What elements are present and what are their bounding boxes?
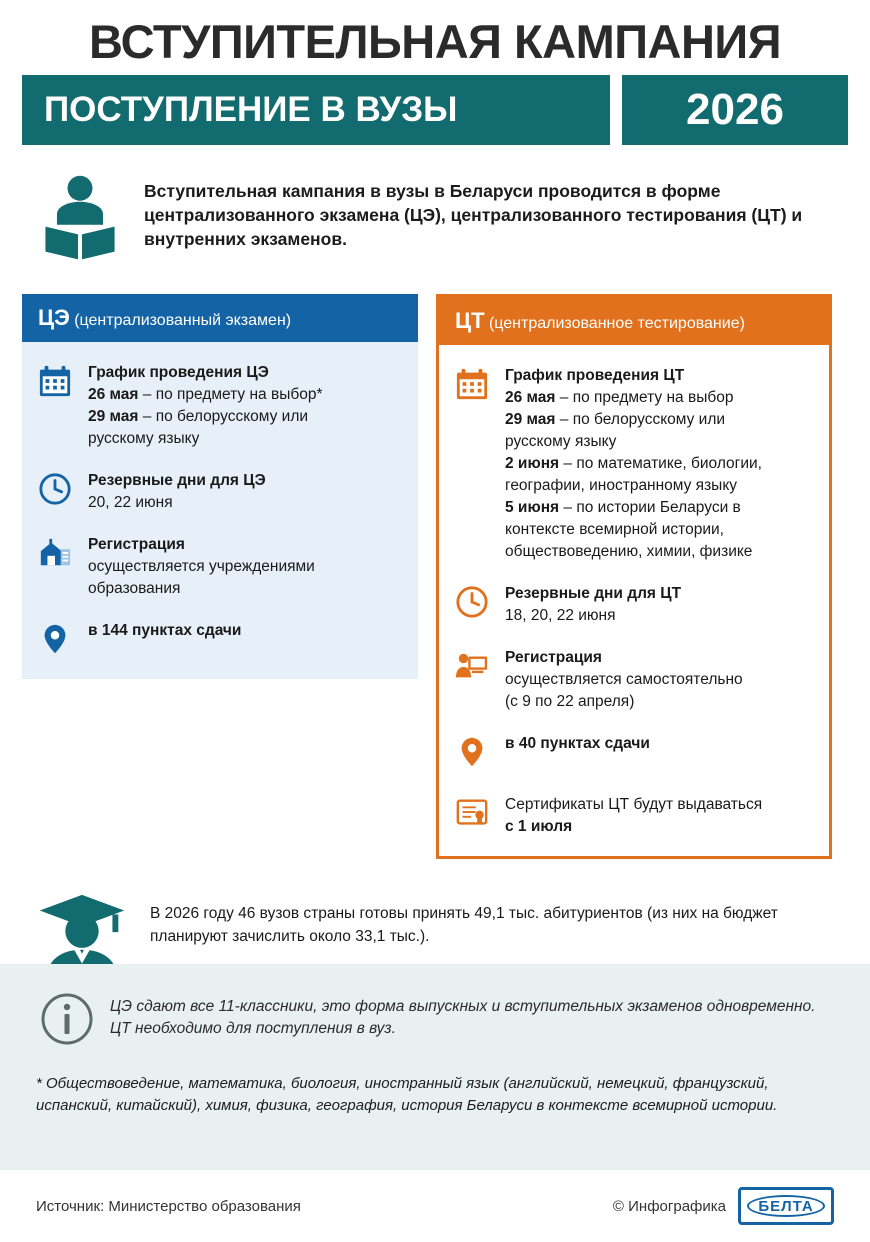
subtitle-banner: ПОСТУПЛЕНИЕ В ВУЗЫ: [22, 75, 610, 145]
note-text: ЦЭ сдают все 11-классники, это форма выпускных и вступительных экзаменов одновременно. ЦТ необходимо для поступления в вуз.: [110, 998, 816, 1038]
note-block: [0, 964, 870, 1051]
item-line: русскому языку: [88, 430, 200, 448]
list-item-text: [88, 470, 266, 514]
registration-icon: [455, 647, 491, 688]
item-line: (с 9 по 22 апреля): [505, 693, 635, 711]
list-item: [38, 362, 402, 450]
panel-ct-abbr: ЦТ: [455, 308, 485, 333]
item-head: Регистрация: [505, 649, 602, 667]
item-head: Регистрация: [88, 536, 185, 554]
list-item: [38, 534, 402, 600]
panel-ct-header: [436, 294, 832, 345]
list-item-text: [88, 362, 322, 450]
note-band: [0, 964, 870, 1170]
item-line: обществоведению, химии, физике: [505, 543, 753, 561]
item-line: 5 июня – по истории Беларуси в: [505, 499, 741, 517]
belta-logo-text: БЕЛТА: [758, 1197, 814, 1215]
calendar-icon: [38, 362, 74, 403]
panel-ce-full: (централизованный экзамен): [74, 312, 292, 329]
item-line: 26 мая – по предмету на выбор*: [88, 386, 323, 404]
credit-block: [613, 1187, 834, 1225]
item-line: осуществляется самостоятельно: [505, 671, 743, 689]
list-item-text: [88, 534, 315, 600]
infographic-page: [0, 15, 870, 1242]
item-head: в 144 пунктах сдачи: [88, 622, 242, 640]
list-item-text: [505, 647, 743, 713]
certificate-icon: [455, 794, 491, 835]
list-item: [38, 620, 402, 661]
list-item: [38, 470, 402, 514]
footer: [0, 1170, 870, 1242]
item-line: Сертификаты ЦТ будут выдаваться: [505, 796, 763, 814]
item-line: 29 мая – по белорусскому или: [88, 408, 309, 426]
panels-row: [22, 294, 848, 859]
year-badge: 2026: [622, 75, 848, 145]
footnote-text: * Обществоведение, математика, биология, иностранный язык (английский, немецкий, французский, испанский, китайский), химия, физика, география, история Беларуси в контексте всемирной истории.: [36, 1075, 778, 1114]
calendar-icon: [455, 365, 491, 406]
panel-ct: [436, 294, 832, 859]
reader-icon: [32, 171, 128, 272]
clock-icon: [455, 583, 491, 624]
map-pin-icon: [38, 620, 74, 661]
list-item: [455, 733, 813, 774]
intro-text: Вступительная кампания в вузы в Беларуси проводится в форме централизованного экзамена (ЦЭ), централизованного тестирования (ЦТ) и внутренних экзаменов.: [144, 181, 803, 250]
credit-text: © Инфографика: [612, 1197, 726, 1215]
item-line: 26 мая – по предмету на выбор: [505, 389, 734, 407]
item-head: График проведения ЦЭ: [88, 364, 269, 382]
panel-ct-body: [436, 345, 832, 859]
item-line: с 1 июля: [505, 818, 573, 836]
list-item: [455, 794, 813, 838]
list-item: [455, 365, 813, 563]
item-line: географии, иностранному языку: [505, 477, 738, 495]
school-icon: [38, 534, 74, 575]
list-item: [455, 647, 813, 713]
list-item-text: [505, 733, 650, 755]
item-head: График проведения ЦТ: [505, 367, 685, 385]
panel-ce-body: [22, 342, 418, 679]
list-item-text: [505, 365, 762, 563]
item-line: 18, 20, 22 июня: [505, 607, 616, 625]
source-text: Источник: Министерство образования: [36, 1197, 301, 1215]
list-item-text: [505, 794, 762, 838]
map-pin-icon: [455, 733, 491, 774]
item-line: 20, 22 июня: [88, 494, 173, 512]
clock-icon: [38, 470, 74, 511]
item-head: Резервные дни для ЦТ: [505, 585, 682, 603]
item-head: Резервные дни для ЦЭ: [88, 472, 266, 490]
belta-logo: [738, 1187, 834, 1225]
item-line: образования: [88, 580, 181, 598]
panel-ce-header: [22, 294, 418, 342]
list-item: [455, 583, 813, 627]
page-title: ВСТУПИТЕЛЬНАЯ КАМПАНИЯ: [89, 15, 781, 68]
graduate-text: В 2026 году 46 вузов страны готовы принять 49,1 тыс. абитуриентов (из них на бюджет планируют зачислить около 33,1 тыс.).: [150, 905, 778, 945]
list-item-text: [88, 620, 241, 642]
item-line: 29 мая – по белорусскому или: [505, 411, 726, 429]
item-line: русскому языку: [505, 433, 617, 451]
info-icon: [40, 992, 94, 1051]
panel-ce: [22, 294, 418, 679]
item-line: 2 июня – по математике, биологии,: [505, 455, 762, 473]
item-head: в 40 пунктах сдачи: [505, 735, 650, 753]
panel-ct-full: (централизованное тестирование): [488, 315, 745, 332]
item-line: осуществляется учреждениями: [88, 558, 315, 576]
list-item-text: [505, 583, 681, 627]
intro-block: [22, 171, 848, 272]
panel-ce-abbr: ЦЭ: [38, 305, 70, 330]
item-line: контексте всемирной истории,: [505, 521, 724, 539]
title-row: [22, 75, 848, 145]
